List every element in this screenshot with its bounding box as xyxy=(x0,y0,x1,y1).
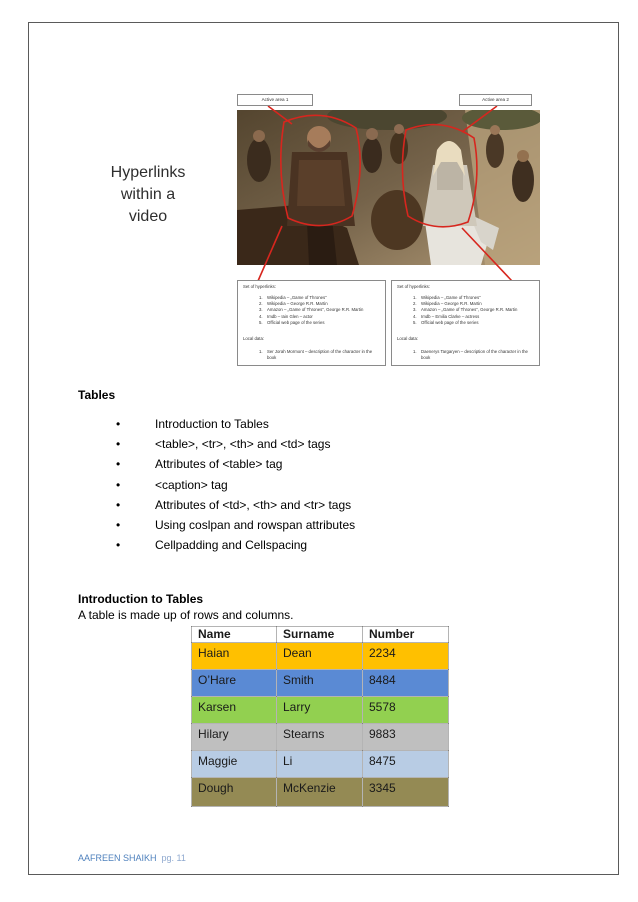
topics-list xyxy=(0,414,638,555)
table-cell: Karsen xyxy=(192,697,277,724)
table-row xyxy=(192,778,449,807)
list-text: Daenerys Targaryen – description of the character in the book xyxy=(421,348,528,360)
topic-text: Cellpadding and Cellspacing xyxy=(155,538,308,553)
list-number: 5. xyxy=(413,319,417,325)
info-box-active-area-2 xyxy=(391,280,540,366)
list-item xyxy=(0,434,638,454)
list-number: 4. xyxy=(259,313,263,319)
table-row xyxy=(192,697,449,724)
list-text: Imdb – Iain Glen – actor xyxy=(267,313,313,319)
list-item xyxy=(0,454,638,474)
topic-text: Using coslpan and rowspan attributes xyxy=(155,517,356,532)
list-item xyxy=(243,349,380,362)
hyperlinks-heading: Set of hyperlinks: xyxy=(397,284,430,289)
table-cell: 8475 xyxy=(363,751,449,778)
table-header-row xyxy=(192,627,449,643)
list-text: Ser Jorah Mormont – description of the character in the book xyxy=(267,348,373,360)
list-text: Wikipedia – „Game of Thrones“ xyxy=(421,294,481,300)
table-cell: O’Hare xyxy=(192,670,277,697)
figure-title-line: video xyxy=(128,208,168,225)
list-text: Wikipedia – „Game of Thrones“ xyxy=(267,294,327,300)
table-cell: 9883 xyxy=(363,724,449,751)
list-number: 1. xyxy=(259,294,263,300)
table-cell: Dean xyxy=(277,643,363,670)
table-cell: Haian xyxy=(192,643,277,670)
table-cell: Maggie xyxy=(192,751,277,778)
list-text: Wikipedia – George R.R. Martin xyxy=(421,301,482,307)
bullet: • xyxy=(116,497,121,512)
active-area-2-label: Active area 2 xyxy=(459,94,532,106)
local-data-heading: Local data: xyxy=(243,336,265,342)
topic-text: Introduction to Tables xyxy=(155,417,269,431)
info-box-active-area-1 xyxy=(237,280,386,366)
table-row xyxy=(192,724,449,751)
list-text: Official web page of the series xyxy=(421,319,479,325)
bullet: • xyxy=(116,517,121,532)
bullet: • xyxy=(116,538,121,553)
local-data-list xyxy=(243,349,380,362)
footer-author: AAFREEN SHAIKH xyxy=(78,853,157,863)
list-item xyxy=(0,495,638,515)
figure-title-line: within a xyxy=(120,186,176,203)
list-item xyxy=(0,414,638,434)
list-text: Amazon – „Game of Thrones“, George R.R. Martin xyxy=(267,307,364,313)
active-area-1-label: Active area 1 xyxy=(237,94,313,106)
table-cell: Stearns xyxy=(277,724,363,751)
topic-text: Attributes of <table> tag xyxy=(155,457,283,472)
list-number: 5. xyxy=(259,319,263,325)
page-footer xyxy=(78,852,186,864)
list-text: Amazon – „Game of Thrones“, George R.R. Martin xyxy=(421,307,518,313)
page-number: pg. 11 xyxy=(161,853,186,863)
table-cell: Hilary xyxy=(192,724,277,751)
list-number: 3. xyxy=(259,307,263,313)
bullet: • xyxy=(116,457,121,472)
section-heading-intro: Introduction to Tables xyxy=(78,592,204,606)
example-table xyxy=(191,626,449,807)
table-cell: 2234 xyxy=(363,643,449,670)
list-number: 2. xyxy=(259,301,263,307)
table-cell: McKenzie xyxy=(277,778,363,807)
hyperlinks-list xyxy=(397,295,534,326)
hyperlinks-list xyxy=(243,295,380,326)
list-text: Imdb – Emilia Clarke – actress xyxy=(421,313,480,319)
column-header-name: Name xyxy=(192,627,277,643)
list-text: Wikipedia – George R.R. Martin xyxy=(267,301,328,307)
table-cell: Li xyxy=(277,751,363,778)
table-cell: Smith xyxy=(277,670,363,697)
local-data-heading: Local data: xyxy=(397,336,419,342)
hyperlinks-heading: Set of hyperlinks: xyxy=(243,284,276,289)
figure-title-line: Hyperlinks xyxy=(110,164,186,181)
list-item xyxy=(0,535,638,555)
table-cell: 8484 xyxy=(363,670,449,697)
intro-paragraph: A table is made up of rows and columns. xyxy=(78,608,294,622)
bullet: • xyxy=(116,417,121,431)
section-heading-tables: Tables xyxy=(78,388,116,402)
list-item xyxy=(397,320,534,326)
table-cell: Dough xyxy=(192,778,277,807)
list-number: 4. xyxy=(413,313,417,319)
table-row xyxy=(192,643,449,670)
table-row xyxy=(192,751,449,778)
list-text: Official web page of the series xyxy=(267,319,325,325)
list-number: 2. xyxy=(413,301,417,307)
table-cell: 5578 xyxy=(363,697,449,724)
figure-title xyxy=(92,162,204,228)
list-number: 1. xyxy=(413,294,417,300)
table-row xyxy=(192,670,449,697)
bullet: • xyxy=(116,477,121,492)
table-cell: Larry xyxy=(277,697,363,724)
list-item xyxy=(397,349,534,362)
list-number: 1. xyxy=(259,348,263,354)
bullet: • xyxy=(116,437,121,452)
table-cell: 3345 xyxy=(363,778,449,807)
column-header-number: Number xyxy=(363,627,449,643)
column-header-surname: Surname xyxy=(277,627,363,643)
topic-text: Attributes of <td>, <th> and <tr> tags xyxy=(155,497,352,512)
topic-text: <caption> tag xyxy=(155,477,228,492)
list-item xyxy=(0,515,638,535)
list-item xyxy=(0,475,638,495)
list-number: 3. xyxy=(413,307,417,313)
list-number: 1. xyxy=(413,348,417,354)
list-item xyxy=(243,320,380,326)
topic-text: <table>, <tr>, <th> and <td> tags xyxy=(155,437,331,452)
local-data-list xyxy=(397,349,534,362)
